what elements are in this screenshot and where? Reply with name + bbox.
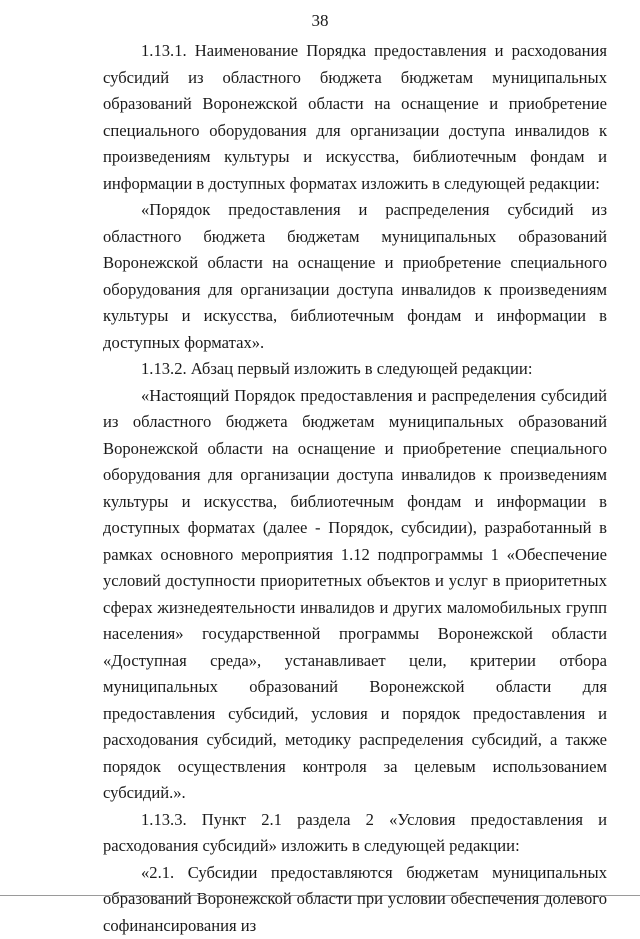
paragraph-1-13-1: 1.13.1. Наименование Порядка предоставления и расходования субсидий из областного бюджета бюджетам муниципальных образований Воронежской области на оснащение и приобретение специального оборудования для организации доступа инвалидов к произведениям культуры и искусства, библиотечным фондам и информации в доступных форматах изложить в следующей редакции:: [103, 38, 607, 197]
page-bottom-rule: [0, 895, 640, 896]
paragraph-quote-order-text: «Настоящий Порядок предоставления и распределения субсидий из областного бюджета бюджетам муниципальных образований Воронежской области на оснащение и приобретение специального оборудования для организации доступа инвалидов к произведениям культуры и искусства, библиотечным фондам и информации в доступных форматах (далее - Порядок, субсидии), разработанный в рамках основного мероприятия 1.12 подпрограммы 1 «Обеспечение условий доступности приоритетных объектов и услуг в приоритетных сферах жизнедеятельности инвалидов и других маломобильных групп населения» государственной программы Воронежской области «Доступная среда», устанавливает цели, критерии отбора муниципальных образований Воронежской области для предоставления субсидий, условия и порядок предоставления и расходования субсидий, методику распределения субсидий, а также порядок осуществления контроля за целевым использованием субсидий.».: [103, 383, 607, 807]
document-body: [103, 38, 607, 939]
paragraph-1-13-3: 1.13.3. Пункт 2.1 раздела 2 «Условия предоставления и расходования субсидий» изложить в следующей редакции:: [103, 807, 607, 860]
paragraph-quote-order-title: «Порядок предоставления и распределения субсидий из областного бюджета бюджетам муниципальных образований Воронежской области на оснащение и приобретение специального оборудования для организации доступа инвалидов к произведениям культуры и искусства, библиотечным фондам и информации в доступных форматах».: [103, 197, 607, 356]
paragraph-1-13-2: 1.13.2. Абзац первый изложить в следующей редакции:: [103, 356, 607, 383]
page-number: 38: [0, 11, 640, 31]
paragraph-quote-2-1: «2.1. Субсидии предоставляются бюджетам муниципальных образований Воронежской области при условии обеспечения долевого софинансирования из: [103, 860, 607, 939]
